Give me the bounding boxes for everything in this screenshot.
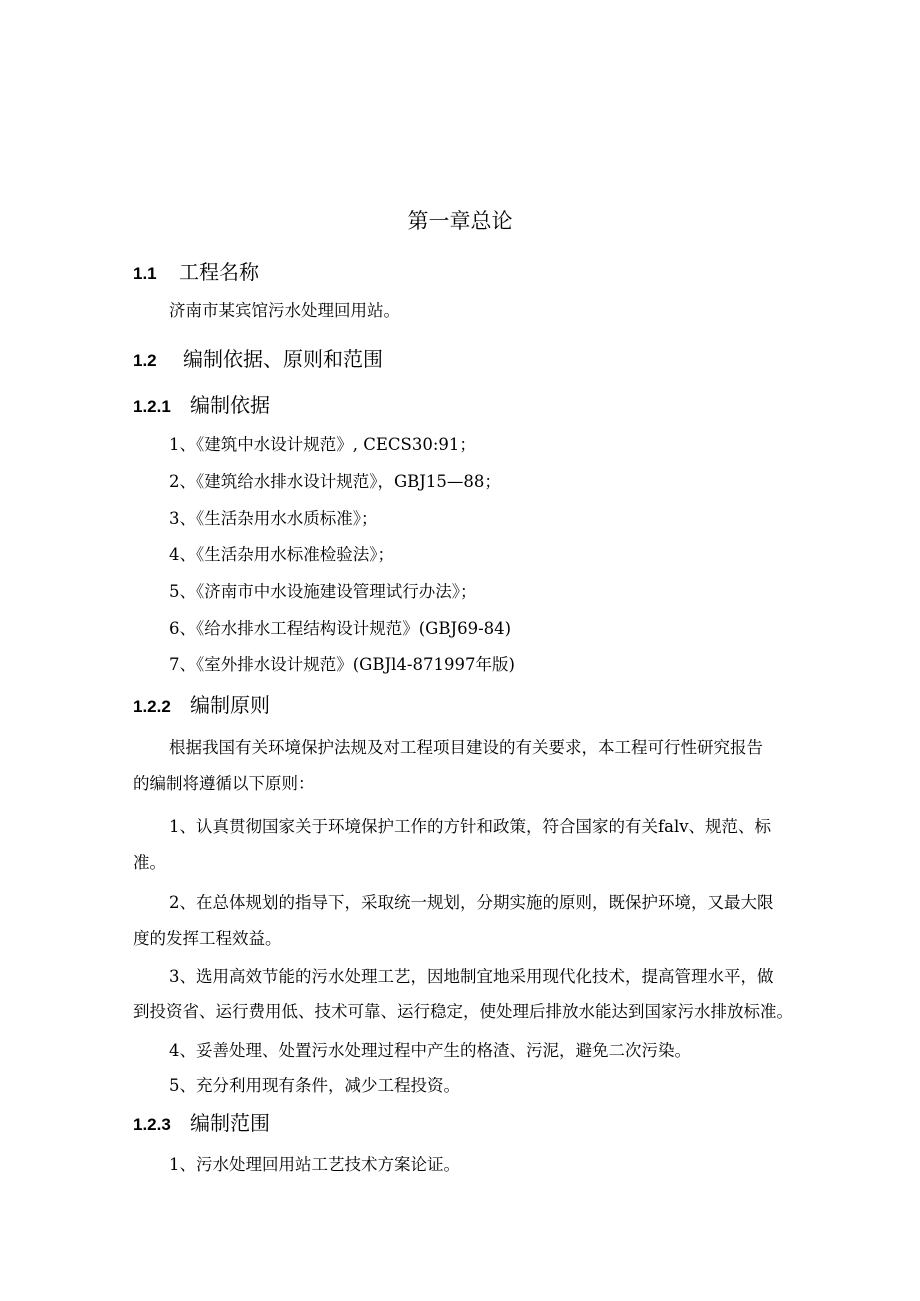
basis-item: 2、《建筑给水排水设计规范》，GBJ15—88； xyxy=(169,472,501,491)
section-number: 1.2.1 xyxy=(133,397,171,416)
section-number: 1.2 xyxy=(133,351,157,370)
basis-item: 5、《济南市中水设施建设管理试行办法》； xyxy=(169,582,477,601)
principle-item: 3、选用高效节能的污水处理工艺，因地制宜地采用现代化技术，提高管理水平，做 xyxy=(169,967,774,986)
principle-item-cont: 度的发挥工程效益。 xyxy=(133,929,282,948)
project-name-text: 济南市某宾馆污水处理回用站。 xyxy=(169,301,400,320)
principle-item-cont: 到投资省、运行费用低、技术可靠、运行稳定，使处理后排放水能达到国家污水排放标准。 xyxy=(133,1002,793,1021)
section-title: 工程名称 xyxy=(179,260,259,284)
section-number: 1.2.3 xyxy=(133,1115,171,1134)
basis-item: 4、《生活杂用水标准检验法》； xyxy=(169,545,394,564)
section-heading-1-2-3 xyxy=(133,1109,270,1139)
principle-item-cont: 准。 xyxy=(133,853,166,872)
section-title: 编制依据 xyxy=(190,393,270,417)
principle-item: 4、妥善处理、处置污水处理过程中产生的格渣、污泥，避免二次污染。 xyxy=(169,1041,691,1060)
basis-item: 1、《建筑中水设计规范》, CECS30:91； xyxy=(169,435,476,454)
section-title: 编制原则 xyxy=(190,693,270,717)
section-title: 编制依据、原则和范围 xyxy=(183,347,383,371)
section-number: 1.2.2 xyxy=(133,697,171,716)
principle-item: 1、认真贯彻国家关于环境保护工作的方针和政策，符合国家的有关falv、规范、标 xyxy=(169,817,772,836)
chapter-title: 第一章总论 xyxy=(407,209,513,233)
principles-intro-line: 的编制将遵循以下原则： xyxy=(133,774,315,793)
section-heading-1-2 xyxy=(133,345,383,375)
principles-intro-line: 根据我国有关环境保护法规及对工程项目建设的有关要求，本工程可行性研究报告 xyxy=(169,738,763,757)
scope-item: 1、污水处理回用站工艺技术方案论证。 xyxy=(169,1155,460,1174)
section-heading-1-2-1 xyxy=(133,391,270,421)
section-number: 1.1 xyxy=(133,264,157,283)
section-heading-1-1 xyxy=(133,258,259,288)
basis-item: 3、《生活杂用水水质标准》； xyxy=(169,509,378,528)
section-title: 编制范围 xyxy=(190,1111,270,1135)
principle-item: 5、充分利用现有条件，减少工程投资。 xyxy=(169,1076,460,1095)
basis-item: 7、《室外排水设计规范》(GBJl4-871997年版) xyxy=(169,655,515,674)
section-heading-1-2-2 xyxy=(133,691,270,721)
principle-item: 2、在总体规划的指导下，采取统一规划，分期实施的原则，既保护环境，又最大限 xyxy=(169,893,774,912)
basis-item: 6、《给水排水工程结构设计规范》(GBJ69-84) xyxy=(169,619,512,638)
